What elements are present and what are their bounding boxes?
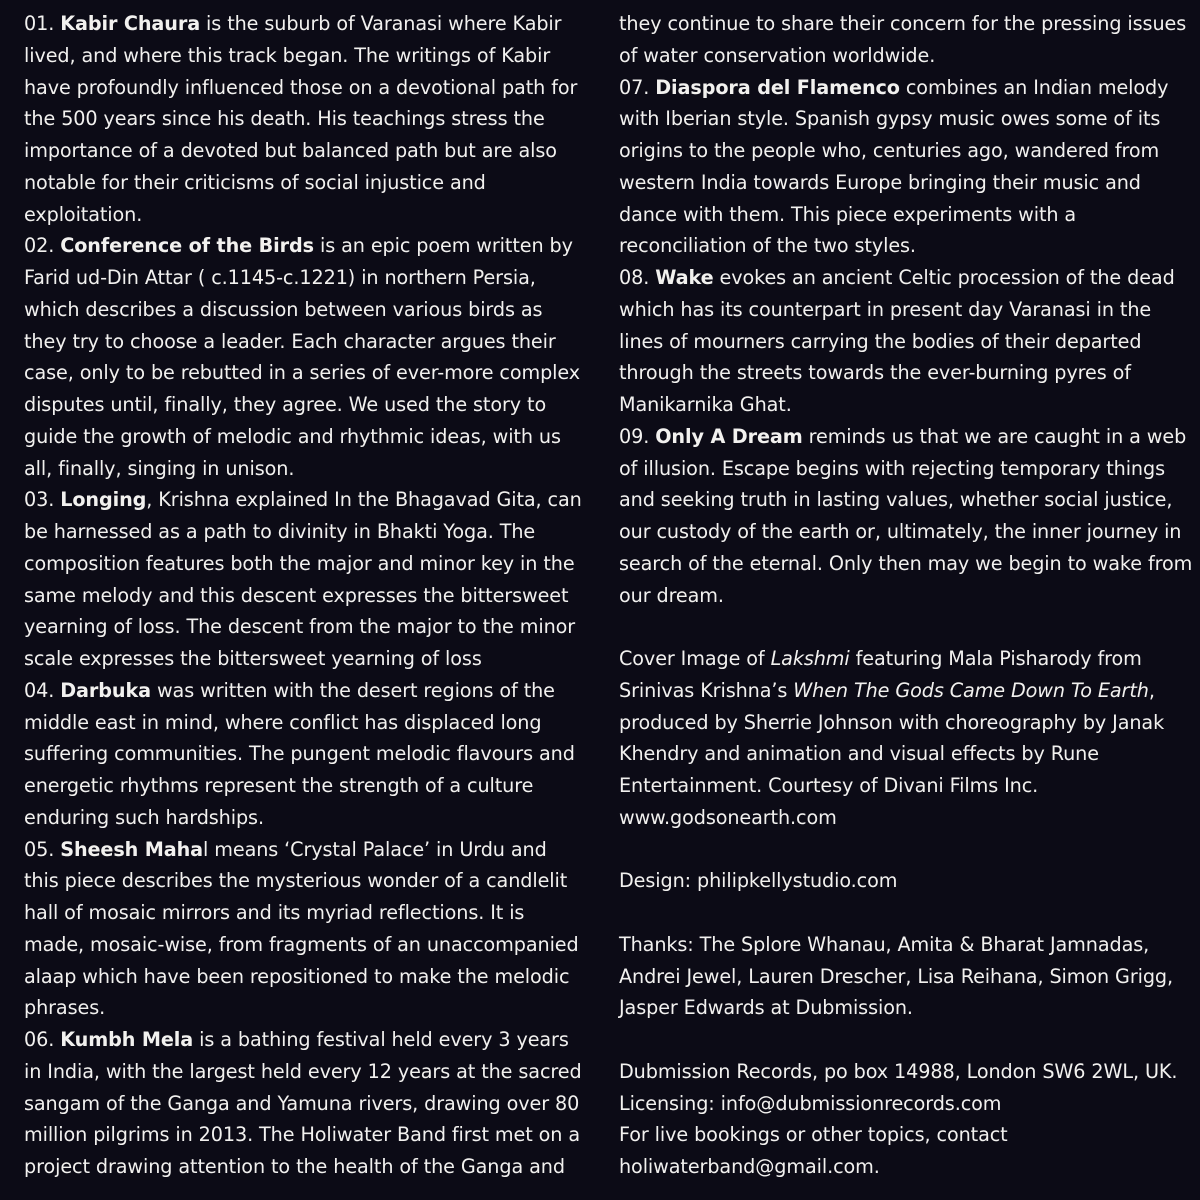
track-title: Sheesh Maha xyxy=(60,837,204,861)
film-title: When The Gods Came Down To Earth xyxy=(793,678,1149,702)
track-title: Longing xyxy=(60,488,147,512)
track-number: 08. xyxy=(619,266,656,289)
track-entry-02 xyxy=(24,230,584,484)
spacer xyxy=(619,897,1197,929)
track-description: was written with the desert regions of the middle east in mind, where conflict has displaced long suffering communities. The pungent melodic flavours and energetic rhythms represent the strength of a culture enduring such hardships. xyxy=(24,678,575,829)
track-description: is a bathing festival held every 3 years in India, with the largest held every 12 years at the sacred sangam of the Ganga and Yamuna rivers, drawing over 80 million pilgrims in 2013. The Holiwater Band first met on a project drawing attention to the health of the Ganga and xyxy=(24,1028,582,1178)
track-description: evokes an ancient Celtic procession of the dead which has its counterpart in present day Varanasi in the lines of mourners carrying the bodies of their departed through the streets towards the ever-burning pyres of Manikarnika Ghat. xyxy=(619,266,1175,416)
spacer xyxy=(619,1024,1197,1056)
thanks-credit: Thanks: The Splore Whanau, Amita & Bharat Jamnadas, Andrei Jewel, Lauren Drescher, Lisa Reihana, Simon Grigg, Jasper Edwards at Dubmission. xyxy=(619,932,1174,1020)
spacer xyxy=(619,834,1197,866)
track-title: Diaspora del Flamenco xyxy=(655,75,900,99)
track-entry-09 xyxy=(619,421,1197,612)
band-email: holiwaterband@gmail.com. xyxy=(619,1155,880,1178)
track-description: is an epic poem written by Farid ud-Din Attar ( c.1145-c.1221) in northern Persia, which describes a discussion between various birds as they try to choose a leader. Each character argues their case, only to be rebutted in a series of ever-more complex disputes until, finally, they agree. We used the story to guide the growth of melodic and rhythmic ideas, with us all, finally, singing in unison. xyxy=(24,234,581,480)
track-entry-05 xyxy=(24,834,584,1025)
track-description: is the suburb of Varanasi where Kabir lived, and where this track began. The writings of Kabir have profoundly influenced those on a devotional path for the 500 years since his death. His teachings stress the importance of a devoted but balanced path but are also notable for their criticisms of social injustice and exploitation. xyxy=(24,12,578,226)
spacer xyxy=(619,611,1197,643)
track-06-continuation: they continue to share their concern for the pressing issues of water conservation worldwide. xyxy=(619,12,1187,67)
track-title: Darbuka xyxy=(60,678,151,702)
licensing-contact: Licensing: info@dubmissionrecords.com xyxy=(619,1091,1002,1115)
track-title: Kabir Chaura xyxy=(60,12,201,35)
track-description: combines an Indian melody with Iberian style. Spanish gypsy music owes some of its origins to the people who, centuries ago, wandered from western India towards Europe bringing their music and dance with them. This piece experiments with a reconciliation of the two styles. xyxy=(619,75,1169,258)
track-entry-08 xyxy=(619,262,1197,421)
cover-credit-text: Cover Image of xyxy=(619,647,771,670)
design-credit: Design: philipkellystudio.com xyxy=(619,869,898,893)
track-entry-06 xyxy=(24,1024,584,1183)
track-title: Only A Dream xyxy=(655,424,803,448)
track-description: l means ‘Crystal Palace’ in Urdu and this piece describes the mysterious wonder of a candlelit hall of mosaic mirrors and its myriad reflections. It is made, mosaic-wise, from fragments of an unaccompanied alaap which have been repositioned to make the melodic phrases. xyxy=(24,837,579,1020)
cover-credit-url: www.godsonearth.com xyxy=(619,805,837,829)
track-number: 02. xyxy=(24,234,61,258)
cover-credit xyxy=(619,643,1197,802)
cover-credit-text: featuring Mala Pisharody from Srinivas Krishna’s xyxy=(619,647,1142,702)
track-title: Kumbh Mela xyxy=(60,1028,194,1051)
track-entry-04 xyxy=(24,675,584,834)
cover-credit-text: , produced by Sherrie Johnson with choreography by Janak Khendry and animation and visual effects by Rune Entertainment. Courtesy of Divani Films Inc. xyxy=(619,678,1165,797)
track-number: 06. xyxy=(24,1028,61,1051)
track-number: 09. xyxy=(619,424,656,448)
track-number: 03. xyxy=(24,488,61,512)
left-column xyxy=(24,8,584,1183)
track-title: Wake xyxy=(655,266,714,289)
track-description: , Krishna explained In the Bhagavad Gita, can be harnessed as a path to divinity in Bhakti Yoga. The composition features both the major and minor key in the same melody and this descent expresses the bittersweet yearning of loss. The descent from the major to the minor scale expresses the bittersweet yearning of loss xyxy=(24,488,582,670)
track-number: 04. xyxy=(24,678,61,702)
track-number: 07. xyxy=(619,75,656,99)
label-address: Dubmission Records, po box 14988, London SW6 2WL, UK. xyxy=(619,1059,1178,1083)
cover-image-title: Lakshmi xyxy=(770,647,850,670)
track-title: Conference of the Birds xyxy=(60,234,314,258)
track-entry-01 xyxy=(24,8,584,230)
right-column xyxy=(619,8,1197,1183)
track-entry-03 xyxy=(24,484,584,675)
track-description: reminds us that we are caught in a web of illusion. Escape begins with rejecting temporary things and seeking truth in lasting values, whether social justice, our custody of the earth or, ultimately, the inner journey in search of the eternal. Only then may we begin to wake from our dream. xyxy=(619,424,1193,607)
bookings-contact: For live bookings or other topics, contact xyxy=(619,1123,1008,1147)
track-entry-07 xyxy=(619,72,1197,263)
track-number: 01. xyxy=(24,12,61,35)
track-number: 05. xyxy=(24,837,61,861)
